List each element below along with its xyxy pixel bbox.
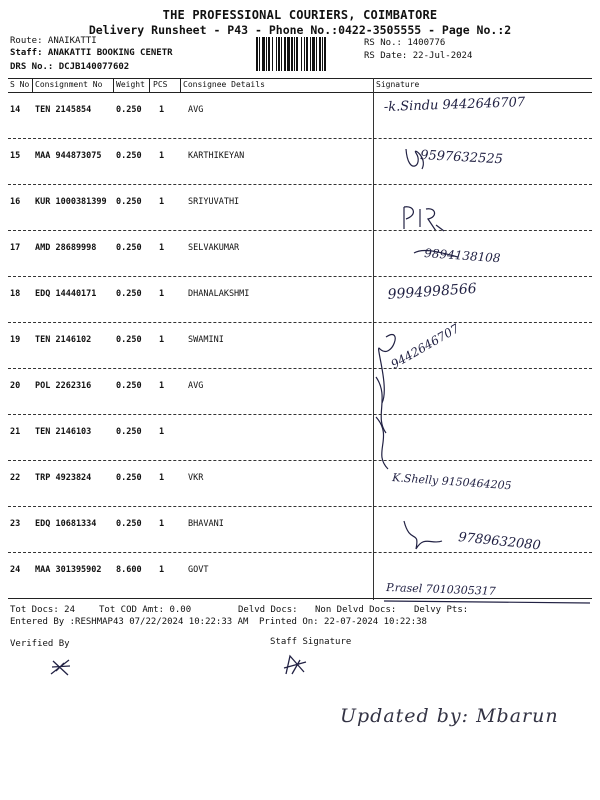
handwritten-phone: 9994998566 [387,280,478,303]
barcode-bar [319,37,321,71]
row-signature [384,377,592,417]
row-pcs: 1 [159,335,165,345]
barcode-bar [272,37,273,71]
barcode-bar [291,37,293,71]
company-title: THE PROFESSIONAL COURIERS, COIMBATORE [162,8,438,22]
barcode-bar [310,37,311,71]
handwritten-phone: P.rasel 7010305317 [385,581,496,598]
row-consignee: SWAMINI [188,335,224,345]
row-sno: 15 [10,151,21,161]
barcode-bar [256,37,258,71]
row-pcs: 1 [159,381,165,391]
non-delivered-docs: Non Delvd Docs: [315,605,397,615]
entered-by: Entered By :RESHMAP43 07/22/2024 10:22:33 AM [10,617,249,627]
barcode-bar [294,37,295,71]
barcode-bar [312,37,315,71]
staff-label: Staff: ANAKATTI BOOKING CENETR [10,48,173,58]
col-header-consignee: Consignee Details [183,80,265,89]
row-pcs: 1 [159,243,165,253]
barcode-bar [322,37,323,71]
table-row [8,461,592,507]
rs-number: RS No.: 1400776 [364,38,446,48]
table-row [8,231,592,277]
col-header-sno: S No [10,80,30,89]
row-weight: 8.600 [116,565,142,575]
updated-by-note [338,696,578,732]
col-header-signature: Signature [376,80,420,89]
runsheet-title: Delivery Runsheet - P43 - Phone No.:0422-3505555 - Page No.:2 [88,23,512,37]
delivered-docs: Delvd Docs: [238,605,298,615]
row-consignee: DHANALAKSHMI [188,289,250,299]
verified-by-signature [48,656,74,678]
row-weight: 0.250 [116,151,142,161]
barcode-bar [268,37,270,71]
barcode-bar [281,37,282,71]
row-consignment-no: AMD 28689998 [35,243,97,253]
row-signature [383,95,592,141]
row-consignee: BHAVANI [188,519,224,529]
row-sno: 22 [10,473,21,483]
row-pcs: 1 [159,519,165,529]
handwritten-phone: K.Shelly 9150464205 [391,471,512,493]
row-sno: 21 [10,427,21,437]
table-row [8,93,592,139]
row-sno: 23 [10,519,21,529]
staff-signature-mark [280,652,312,678]
row-consignee: GOVT [188,565,209,575]
table-row [8,553,592,599]
row-pcs: 1 [159,105,165,115]
row-consignment-no: MAA 944873075 [35,151,102,161]
row-sno: 17 [10,243,21,253]
row-consignee: SRIYUVATHI [188,197,240,207]
route-label: Route: ANAIKATTI [10,36,97,46]
row-signature [384,193,592,233]
row-consignee: KARTHIKEYAN [188,151,245,161]
printed-on: Printed On: 22-07-2024 10:22:38 [259,617,427,627]
barcode-bar [278,37,280,71]
row-consignment-no: EDQ 10681334 [35,519,97,529]
row-sno: 24 [10,565,21,575]
row-pcs: 1 [159,427,165,437]
rs-date: RS Date: 22-Jul-2024 [364,51,473,61]
row-sno: 19 [10,335,21,345]
row-signature [384,321,592,372]
barcode-bar [324,37,326,71]
barcode-bar [259,37,260,71]
row-signature [384,515,592,555]
row-weight: 0.250 [116,197,142,207]
row-weight: 0.250 [116,289,142,299]
table-row [8,415,592,461]
barcode-bar [287,37,290,71]
staff-signature-label: Staff Signature [270,637,352,647]
row-pcs: 1 [159,151,165,161]
total-cod-amount: Tot COD Amt: 0.00 [99,605,192,615]
row-weight: 0.250 [116,427,142,437]
row-weight: 0.250 [116,105,142,115]
row-consignment-no: TEN 2145854 [35,105,92,115]
table-row [8,139,592,185]
row-weight: 0.250 [116,473,142,483]
handwritten-phone: 9894138108 [423,246,501,266]
row-consignment-no: MAA 301395902 [35,565,102,575]
row-consignee: SELVAKUMAR [188,243,240,253]
row-signature [384,239,592,279]
verified-by-label: Verified By [10,639,70,649]
total-docs: Tot Docs: 24 [10,605,76,615]
row-consignment-no: KUR 1000381399 [35,197,107,207]
row-consignment-no: POL 2262316 [35,381,92,391]
row-weight: 0.250 [116,519,142,529]
barcode-bar [316,37,317,71]
handwritten-phone: 9442646707 [388,321,462,372]
row-signature [384,469,592,509]
delivery-points: Delvy Pts: [414,605,469,615]
row-pcs: 1 [159,565,165,575]
barcode-bar [262,37,265,71]
row-pcs: 1 [159,473,165,483]
barcode [255,37,359,71]
row-consignee: VKR [188,473,204,483]
row-signature [384,561,592,601]
row-consignee: AVG [188,105,204,115]
drs-number: DRS No.: DCJB140077602 [10,62,130,72]
row-signature [384,147,592,187]
row-weight: 0.250 [116,335,142,345]
row-weight: 0.250 [116,381,142,391]
barcode-bar [284,37,286,71]
row-consignment-no: TEN 2146102 [35,335,92,345]
table-row [8,507,592,553]
barcode-bar [304,37,305,71]
table-row [8,185,592,231]
row-signature [384,423,592,463]
updated-by-text: Updated by: Mbarun [340,705,559,727]
row-sno: 14 [10,105,21,115]
row-consignee: AVG [188,381,204,391]
row-consignment-no: EDQ 14440171 [35,289,97,299]
barcode-bar [266,37,267,71]
signature-scribble [404,207,444,231]
row-sno: 20 [10,381,21,391]
signature-scribble [404,521,442,549]
row-consignment-no: TRP 4923824 [35,473,92,483]
row-pcs: 1 [159,197,165,207]
row-sno: 16 [10,197,21,207]
row-signature [384,280,592,325]
signature-scribble [384,601,590,603]
col-header-consignment: Consignment No [35,80,103,89]
row-sno: 18 [10,289,21,299]
col-header-pcs: PCS [153,80,168,89]
runsheet-table [8,78,592,600]
row-consignment-no: TEN 2146103 [35,427,92,437]
table-row [8,277,592,323]
barcode-bar [276,37,277,71]
handwritten-phone: 9597632525 [419,148,504,168]
table-row [8,369,592,415]
table-row [8,321,592,372]
handwritten-phone: -k.Sindu 9442646707 [383,95,526,115]
barcode-bar [301,37,302,71]
barcode-bar [296,37,298,71]
col-header-weight: Weight [116,80,145,89]
row-weight: 0.250 [116,243,142,253]
barcode-bar [306,37,308,71]
row-pcs: 1 [159,289,165,299]
handwritten-phone: 9789632080 [457,530,542,554]
